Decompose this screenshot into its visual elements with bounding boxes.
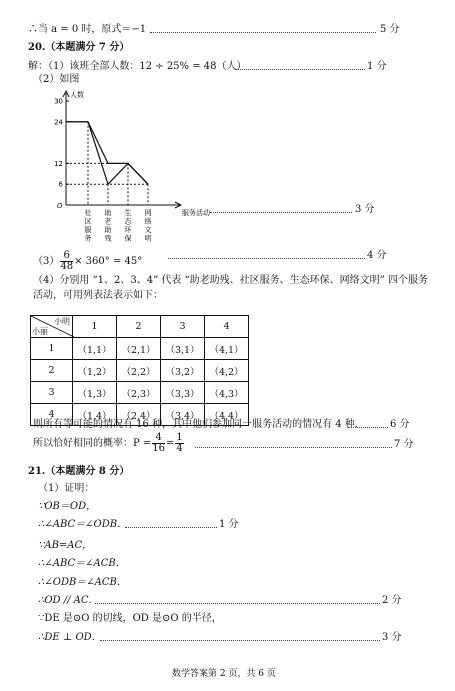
result-line: 则所有等可能的情况有 16 种，其中他们参加同一服务活动的情况有 4 种．: [33, 419, 365, 430]
proof-step: ∴∠ODB＝∠ACB．: [38, 577, 127, 588]
dot-leader: [348, 419, 388, 428]
col-header: 3: [161, 316, 205, 338]
proof-step: ∴DE ⊥ OD．: [38, 632, 102, 643]
proof-step: ∴∠ABC＝∠ODB．: [38, 519, 128, 530]
table-cell: （3,3）: [161, 382, 205, 404]
x-tick-label: 网络文明: [144, 209, 152, 243]
score-3-chart: 3 分: [355, 204, 375, 215]
score-4: 4 分: [367, 250, 387, 261]
col-header: 1: [73, 316, 117, 338]
y-tick-label: 6: [58, 180, 63, 189]
score-p2: 1 分: [219, 519, 239, 530]
page-footer: 数学答案第 2 页，共 6 页: [172, 669, 276, 679]
probability-line: 所以恰好相同的概率：P = $\frac{4}{16}$ = $\frac{1}{4}$: [33, 432, 183, 454]
table-cell: （1,4）: [73, 404, 117, 426]
col-header: 4: [205, 316, 249, 338]
q21-title: 21.（本题满分 8 分）: [28, 466, 130, 477]
table-cell: （2,2）: [117, 360, 161, 382]
table-cell: （3,1）: [161, 338, 205, 360]
table-cell: （4,2）: [205, 360, 249, 382]
score-p6: 2 分: [382, 595, 402, 606]
row-header: 1: [31, 338, 73, 360]
table-cell: （2,1）: [117, 338, 161, 360]
x-tick-label: 社区服务: [84, 209, 92, 243]
table-row: [31, 382, 249, 404]
q20-part-2: （2）如图: [33, 74, 80, 85]
dot-leader: [235, 61, 365, 70]
table-cell: （1,2）: [73, 360, 117, 382]
fraction: $\frac{1}{4}$: [176, 432, 183, 454]
score-1: 1 分: [367, 61, 387, 72]
table-cell: （2,4）: [117, 404, 161, 426]
proof-step: ∵OB＝OD，: [38, 501, 97, 512]
dot-leader: [100, 632, 380, 641]
outcome-table: [30, 315, 249, 426]
y-tick-label: 12: [54, 159, 63, 168]
score-p8: 3 分: [382, 632, 402, 643]
table-corner-cell: [31, 316, 73, 338]
proof-step: ∵DE 是⊙O 的切线，OD 是⊙O 的半径，: [38, 613, 222, 624]
table-cell: （4,1）: [205, 338, 249, 360]
score-7: 7 分: [394, 439, 414, 450]
score-5-top: 5 分: [380, 24, 400, 35]
x-tick-label: 生态环保: [124, 209, 132, 243]
line-chart: [40, 85, 215, 245]
table-cell: （4,3）: [205, 382, 249, 404]
q20-solution-1: 解：（1）该班全部人数：12 ÷ 25% = 48（人）: [28, 61, 247, 72]
q21-part-1: （1）证明：: [38, 483, 95, 494]
q20-part-4-line2: 活动，可用列表法表示如下：: [33, 290, 163, 301]
table-cell: （3,4）: [161, 404, 205, 426]
proof-step: ∴∠ABC＝∠ACB．: [38, 558, 126, 569]
corner-top-label: 小明: [54, 317, 70, 326]
proof-step: ∵AB=AC，: [38, 540, 93, 551]
table-row: [31, 360, 249, 382]
col-header: 2: [117, 316, 161, 338]
row-header: 2: [31, 360, 73, 382]
table-header-row: [31, 316, 249, 338]
table-cell: （2,3）: [117, 382, 161, 404]
dot-leader: [95, 595, 380, 604]
proof-step: ∴OD // AC．: [38, 595, 99, 606]
table-cell: （4,4）: [205, 404, 249, 426]
row-header: 4: [31, 404, 73, 426]
table-cell: （3,2）: [161, 360, 205, 382]
series-line: [66, 122, 148, 184]
table-cell: （1,1）: [73, 338, 117, 360]
line-a0: ∴当 a = 0 时，原式＝−1: [28, 24, 147, 35]
dot-leader: [168, 250, 365, 259]
x-axis-label: 服务活动: [182, 209, 210, 217]
corner-bottom-label: 小丽: [32, 327, 48, 336]
dot-leader: [125, 519, 217, 528]
q20-part-4-line1: （4）分别用 “1、2、3、4” 代表 “助老助残、社区服务、生态环保、网络文明” 四个服务: [33, 275, 428, 286]
table-cell: （1,3）: [73, 382, 117, 404]
table-row: [31, 338, 249, 360]
series-line: [66, 122, 148, 184]
y-tick-label: 24: [54, 118, 63, 127]
score-6: 6 分: [390, 419, 410, 430]
q20-part-3: （3） $\frac{6}{48}$ × 360° = 45°: [33, 250, 143, 272]
fraction: $\frac{6}{48}$: [60, 250, 74, 272]
y-axis-label: 人数: [70, 91, 84, 99]
origin-label: O: [57, 202, 63, 210]
x-tick-label: 助老助残: [104, 209, 112, 243]
q20-title: 20.（本题满分 7 分）: [28, 42, 130, 53]
dot-leader: [195, 439, 392, 448]
dot-leader: [150, 24, 376, 33]
dot-leader: [210, 204, 352, 213]
row-header: 3: [31, 382, 73, 404]
y-tick-label: 30: [54, 97, 63, 106]
fraction: $\frac{4}{16}$: [152, 432, 166, 454]
